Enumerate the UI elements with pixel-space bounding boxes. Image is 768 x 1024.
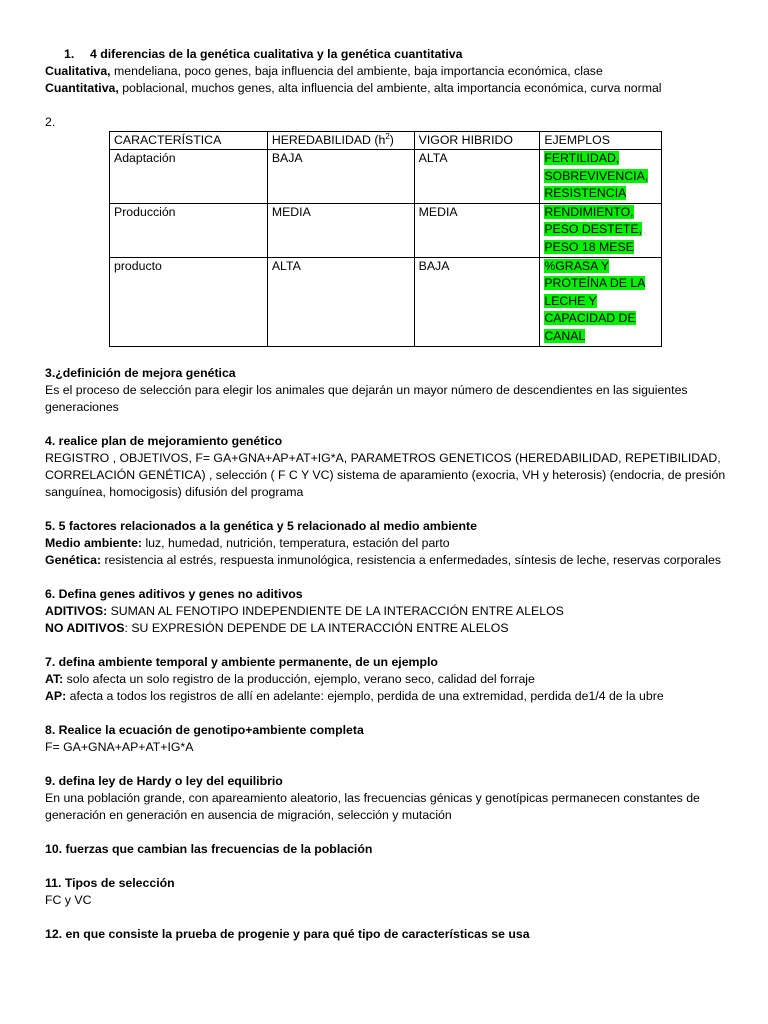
- header-heredabilidad-sup: 2: [385, 131, 390, 141]
- q6-aditivos: [45, 603, 735, 620]
- cell-caracteristica: Producción: [110, 203, 268, 257]
- header-heredabilidad: [267, 132, 414, 150]
- q6-title: 6. Defina genes aditivos y genes no aditivos: [45, 586, 303, 601]
- cell-caracteristica: Adaptación: [110, 150, 268, 204]
- q5-medio: [45, 535, 735, 552]
- q5-medio-text: luz, humedad, nutrición, temperatura, estación del parto: [142, 535, 450, 550]
- q6-aditivos-text: SUMAN AL FENOTIPO INDEPENDIENTE DE LA INTERACCIÓN ENTRE ALELOS: [107, 603, 564, 618]
- q11-title: 11. Tipos de selección: [45, 875, 175, 890]
- ejemplo-line: CAPACIDAD DE: [544, 311, 636, 326]
- header-ejemplos: EJEMPLOS: [540, 132, 662, 150]
- ejemplo-line: LECHE Y: [544, 293, 597, 308]
- q1-cualitativa-text: mendeliana, poco genes, baja influencia del ambiente, baja importancia económica, clase: [110, 64, 603, 78]
- q7-ap-text: afecta a todos los registros de allí en adelante: ejemplo, perdida de una extremidad, perdida de1/4 de la ubre: [66, 688, 664, 703]
- ejemplo-line: RENDIMIENTO,: [544, 204, 634, 219]
- q1-cuantitativa-label: Cuantitativa,: [45, 81, 119, 95]
- q6-no-aditivos: [45, 620, 735, 637]
- q4-title: 4. realice plan de mejoramiento genético: [45, 433, 283, 448]
- ejemplo-line: PESO 18 MESE: [544, 239, 634, 254]
- q1-cualitativa: [45, 63, 735, 80]
- cell-ejemplos: [540, 257, 662, 346]
- table-row: [110, 203, 662, 257]
- q1-cuantitativa: [45, 80, 735, 97]
- q10-title: 10. fuerzas que cambian las frecuencias de la población: [45, 841, 373, 856]
- q6-aditivos-label: ADITIVOS:: [45, 603, 108, 618]
- q1-cuantitativa-text: poblacional, muchos genes, alta influencia del ambiente, alta importancia económica, curva normal: [118, 81, 662, 95]
- q7-ap-label: AP:: [45, 688, 67, 703]
- header-heredabilidad-close: ): [389, 133, 394, 147]
- q7-at: [45, 671, 735, 688]
- q5-genetica: [45, 552, 735, 569]
- cell-heredabilidad: ALTA: [267, 257, 414, 346]
- q12-title: 12. en que consiste la prueba de progenie y para qué tipo de características se usa: [45, 926, 530, 941]
- header-heredabilidad-label: HEREDABILIDAD (h: [271, 133, 386, 147]
- q1-cualitativa-label: Cualitativa,: [45, 64, 111, 78]
- ejemplo-line: FERTILIDAD,: [544, 151, 620, 165]
- q6-no-aditivos-text: : SU EXPRESIÓN DEPENDE DE LA INTERACCIÓN ENTRE ALELOS: [124, 620, 509, 635]
- q11-text: FC y VC: [45, 892, 92, 907]
- table-header-row: [110, 132, 662, 150]
- q9-text: En una población grande, con apareamiento aleatorio, las frecuencias génicas y genotípicas permanecen constantes de generación en generación en ausencia de migración, selección y mutación: [45, 790, 700, 822]
- table-row: [110, 257, 662, 346]
- cell-heredabilidad: MEDIA: [267, 203, 414, 257]
- ejemplo-line: %GRASA Y: [544, 258, 610, 273]
- cell-caracteristica: producto: [110, 257, 268, 346]
- ejemplo-line: PESO DESTETE,: [544, 222, 643, 237]
- cell-vigor: BAJA: [414, 257, 540, 346]
- cell-vigor: MEDIA: [414, 203, 540, 257]
- document-page: [45, 46, 735, 943]
- q3-text: Es el proceso de selección para elegir los animales que dejarán un mayor número de descendientes en las siguientes generaciones: [45, 382, 688, 414]
- q1-number: 1.: [64, 47, 75, 61]
- q5-genetica-text: resistencia al estrés, respuesta inmunológica, resistencia a enfermedades, síntesis de leche, reservas corporales: [101, 552, 721, 567]
- q1-heading: [45, 46, 735, 63]
- table-row: [110, 150, 662, 204]
- q7-title: 7. defina ambiente temporal y ambiente permanente, de un ejemplo: [45, 654, 438, 669]
- cell-ejemplos: [540, 203, 662, 257]
- q5-medio-label: Medio ambiente:: [45, 535, 143, 550]
- ejemplo-line: SOBREVIVENCIA,: [544, 168, 649, 183]
- q5-genetica-label: Genética:: [45, 552, 102, 567]
- q4-text: REGISTRO , OBJETIVOS, F= GA+GNA+AP+AT+IG*A, PARAMETROS GENETICOS (HEREDABILIDAD, REPETIBILIDAD, CORRELACIÓN GENÉTICA) , selección ( F C Y VC) sistema de aparamiento (exocria, VH y heterosis) (endocria, de presión sanguínea, homocigosis) difusión del programa: [45, 450, 726, 499]
- cell-vigor: ALTA: [414, 150, 540, 204]
- q8-title: 8. Realice la ecuación de genotipo+ambiente completa: [45, 722, 364, 737]
- q6-no-aditivos-label: NO ADITIVOS: [45, 620, 125, 635]
- header-vigor: VIGOR HIBRIDO: [414, 132, 540, 150]
- q1-title: 4 diferencias de la genética cualitativa y la genética cuantitativa: [90, 47, 463, 61]
- q5-title: 5. 5 factores relacionados a la genética y 5 relacionado al medio ambiente: [45, 518, 477, 533]
- q9-title: 9. defina ley de Hardy o ley del equilibrio: [45, 773, 283, 788]
- q2-number: 2.: [45, 115, 56, 129]
- cell-heredabilidad: BAJA: [267, 150, 414, 204]
- q7-ap: [45, 688, 735, 705]
- ejemplo-line: CANAL: [544, 328, 586, 343]
- cell-ejemplos: [540, 150, 662, 204]
- q7-at-text: solo afecta un solo registro de la producción, ejemplo, verano seco, calidad del forraje: [63, 671, 535, 686]
- q3-title: 3.¿definición de mejora genética: [45, 365, 236, 380]
- ejemplo-line: PROTEÍNA DE LA: [544, 276, 646, 291]
- ejemplo-line: RESISTENCIA: [544, 186, 627, 201]
- q8-text: F= GA+GNA+AP+AT+IG*A: [45, 739, 194, 754]
- characteristics-table: [109, 131, 662, 347]
- q7-at-label: AT:: [45, 671, 64, 686]
- header-caracteristica: CARACTERÍSTICA: [110, 132, 268, 150]
